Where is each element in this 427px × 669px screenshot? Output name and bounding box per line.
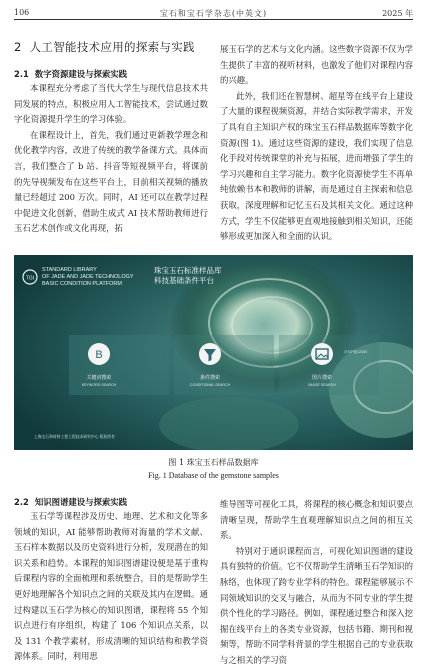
header-rule	[14, 19, 413, 20]
running-header	[14, 6, 413, 20]
column-left-top	[14, 68, 208, 237]
section-heading	[14, 39, 195, 55]
subsection-title: 知识图谱建设与探索实践	[34, 497, 127, 507]
paragraph: 此外，我们还在智慧树、超星等在线平台上建设了大量的课程视频资源，并结合实际教学需求，开发了具有自主知识产权的珠宝玉石样品数据库等数字化资源(图 1)。通过这些资源的建设，我们实现了信息化手段对传统课堂的补充与拓展，进而增强了学生的学习兴趣和自主学习能力。数字化资源使学生不再单纯依赖书本和教师的讲解，而是通过自主探索和信息获取，深度理解和记忆玉石及其相关文化。通过这种方式，学生不仅能够更直观地接触到相关知识，还能够形成更加深入和全面的认识。	[220, 90, 413, 242]
figure-footer-text: 上海宝石和材料工程工程技术研究中心 版权所有	[34, 434, 115, 439]
column-right-top	[220, 42, 413, 245]
figure-1-database-screenshot	[14, 255, 413, 450]
card-label-en: IMAGE SEARCH	[308, 383, 336, 387]
section-number: 2	[14, 40, 22, 54]
card-label-cn: 条件搜索	[199, 375, 221, 381]
paragraph: 特别对于通识课程而言，可视化知识图谱的建设具有独特的价值。它不仅帮助学生清晰玉石学知识的脉络，也体现了跨专业学科的特色。课程能够展示不同领域知识的交叉与融合，从而为不同专业的学生提供个性化的学习路径。例如，课程通过整合和深入挖掘在线平台上的各类专业资源，包括书籍、期刊和视频等，帮助不同学科背景的学生根据自己的专业获取与之相关的学习资	[220, 545, 413, 665]
journal-title: 宝石和宝石学杂志(中英文)	[159, 9, 268, 18]
side-note: 京ICP备12345	[344, 350, 368, 354]
paragraph: 玉石学等课程涉及历史、地理、艺术和文化等多领域的知识，AI 能够帮助教师对海量的学术文献、玉石样本数据以及历史资料进行分析，发现潜在的知识关系和趋势。本课程的知识图谱建设便是基于重构后课程内容的全面梳理和系统整合，目的是帮助学生更好地理解各个知识点之间的关联及其内在逻辑。通过构建以玉石学为核心的知识图谱，课程将 55 个知识点进行有序组织，构建了 106 个知识点关系，以及 131 个教学素材，形成清晰的知识结构和教学资源体系。同时，利用思	[14, 511, 208, 662]
column-right-bottom	[220, 497, 413, 669]
paragraph-continued: 展玉石学的艺术与文化内涵。这些数字资源不仅为学生提供了丰富的视听材料，也激发了他们对课程内容的兴趣。	[220, 44, 413, 86]
subsection-2-1-heading	[14, 68, 208, 81]
logo-text: TGI	[25, 275, 35, 282]
banner-en-line-1: STANDARD LIBRARY	[42, 267, 97, 273]
paragraph: 在课程设计上，首先，我们通过更新教学理念和优化教学内容，改进了传统的教学备课方式。具体而言，我们整合了 b 站、抖音等短视频平台，将课前的先导视频发布在这些平台上，目前相关视频的播放量已经超过 200 万次。同时，AI 还可以在教学过程中促进文化创新，借助生成式 AI 技术帮助教师进行玉石艺术创作或文化再现，拓	[14, 129, 208, 234]
banner-en-line-2: OF JADE AND JADE TECHNOLOGY	[42, 274, 134, 280]
subsection-2-2-heading	[14, 496, 208, 509]
card-label-cn: 图片搜索	[311, 375, 333, 381]
subsection-title: 数字资源建设与探索实践	[34, 69, 127, 79]
search-card-image[interactable]	[279, 335, 379, 395]
card-label-en: CONDITIONAL SEARCH	[189, 383, 231, 387]
card-label-cn: 关键词搜索	[86, 375, 112, 381]
subsection-number: 2.2	[14, 497, 29, 507]
figure-graphic	[14, 255, 413, 450]
subsection-number: 2.1	[14, 69, 29, 79]
paragraph-continued: 维导图等可视化工具，将课程的核心概念和知识要点清晰呈现，帮助学生直观理解知识点之间的相互关系。	[220, 499, 413, 541]
column-left-bottom	[14, 496, 208, 665]
banner-cn-line-1: 珠宝玉石标准样品库	[154, 266, 222, 275]
issue-year: 2025 年	[382, 9, 413, 18]
banner-cn-line-2: 科技基础条件平台	[154, 276, 214, 285]
search-card-keyword[interactable]	[69, 335, 169, 395]
paragraph: 本课程充分考虑了当代大学生与现代信息技术共同发展的特点，积极应用人工智能技术，尝试通过数字化资源提升学生的学习体验。	[14, 83, 208, 125]
keyword-search-icon: B	[95, 349, 103, 361]
section-title: 人工智能技术应用的探索与实践	[29, 40, 195, 54]
figure-caption-cn: 图 1 珠宝玉石样品数据库	[168, 458, 259, 467]
card-label-en: KEYWORD SEARCH	[81, 383, 117, 387]
figure-caption-en: Fig. 1 Database of the gemstone samples	[148, 471, 279, 480]
page-number: 106	[14, 8, 30, 17]
search-card-conditional[interactable]	[174, 335, 274, 395]
banner-en-line-3: BASIC CONDITION PLATFORM	[42, 281, 122, 287]
